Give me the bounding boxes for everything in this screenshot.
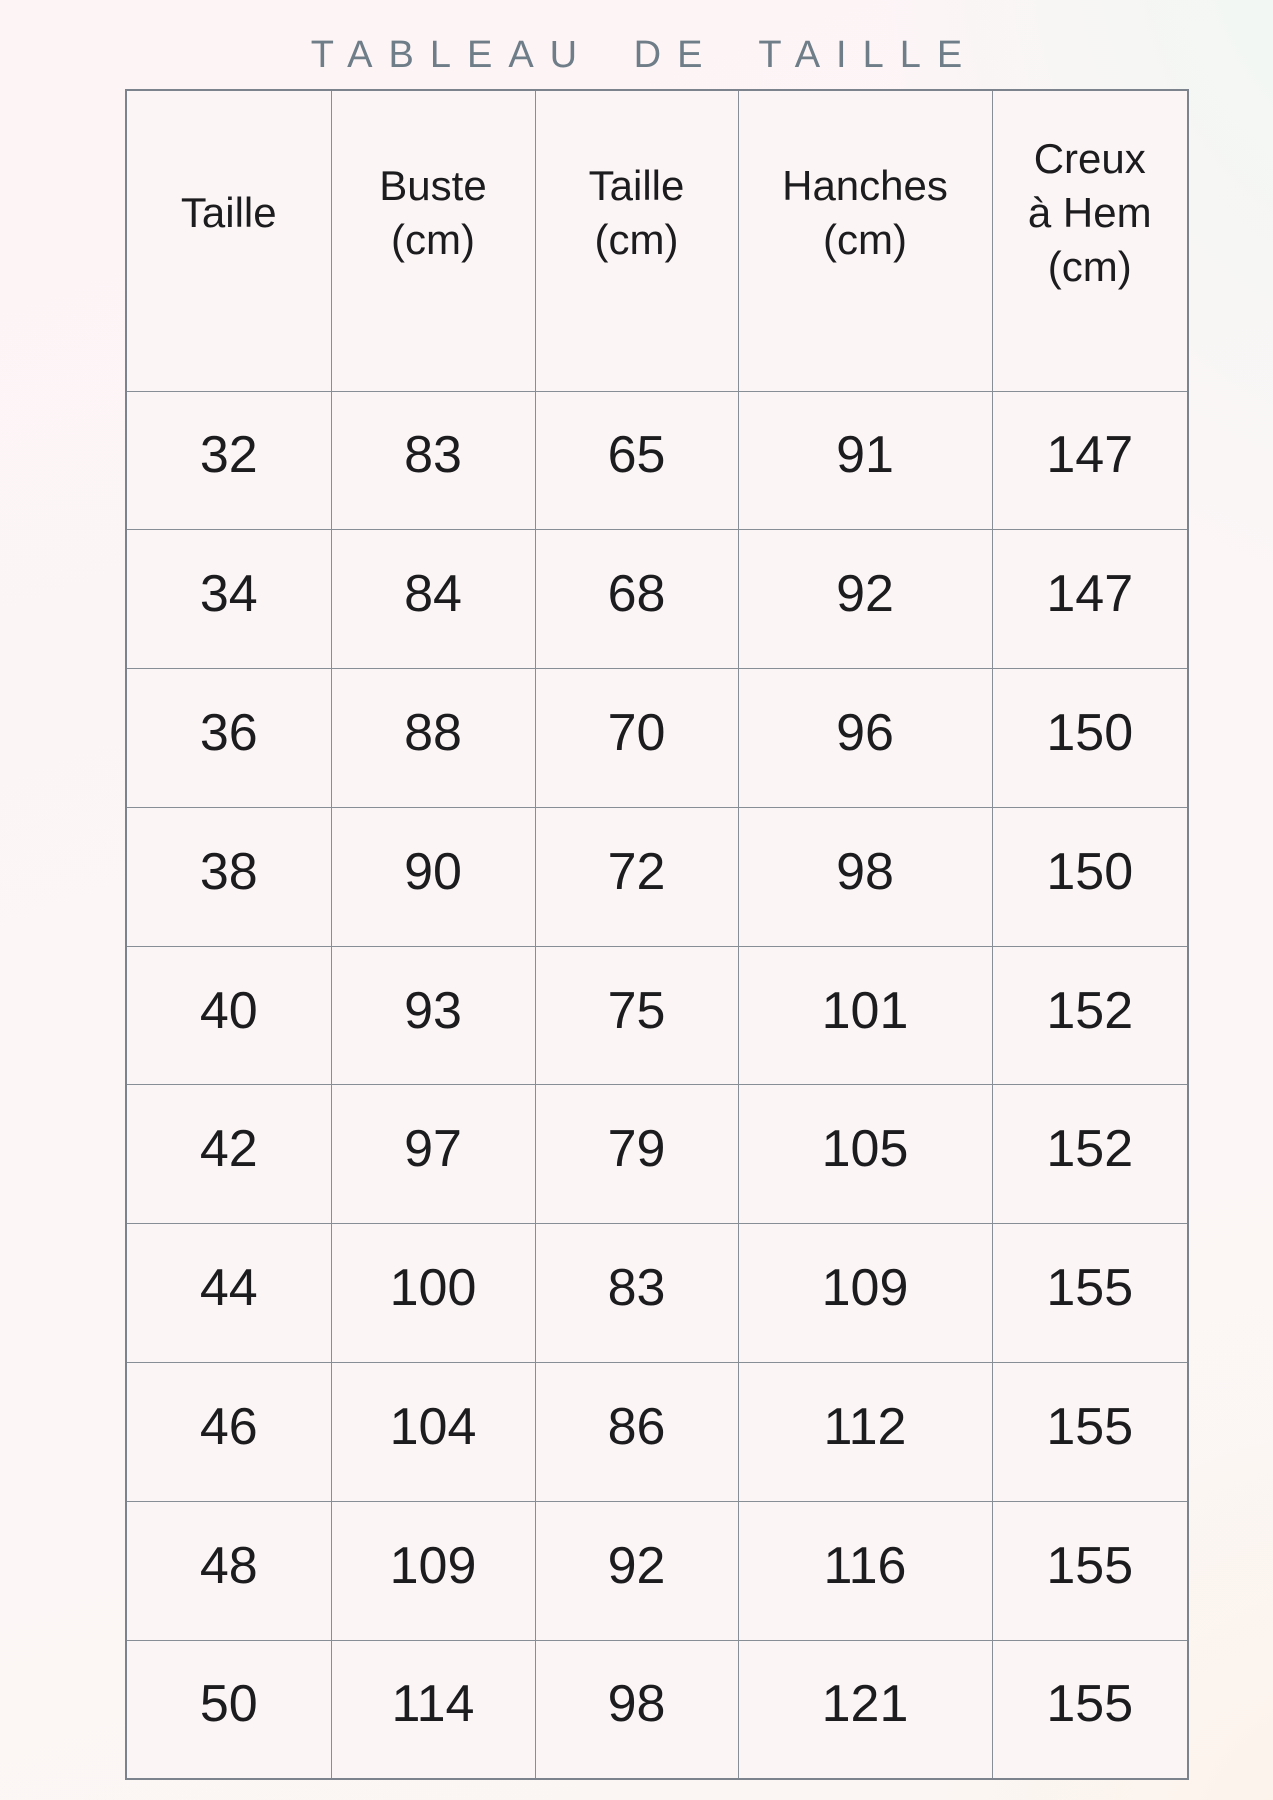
- table-row: [126, 1224, 1188, 1363]
- table-cell-creux-a-hem: 147: [992, 530, 1188, 669]
- table-cell-taille-cm: 92: [535, 1501, 738, 1640]
- header-line: Buste: [379, 161, 487, 209]
- header-row: [126, 90, 1188, 391]
- header-line: (cm): [391, 215, 475, 263]
- table-cell-taille: 48: [126, 1501, 331, 1640]
- table-cell-buste: 100: [331, 1224, 535, 1363]
- table-cell-creux-a-hem: 150: [992, 807, 1188, 946]
- table-cell-hanches: 105: [738, 1085, 992, 1224]
- header-line: Hanches: [782, 161, 948, 209]
- table-row: [126, 1640, 1188, 1779]
- table-cell-taille: 42: [126, 1085, 331, 1224]
- table-cell-buste: 114: [331, 1640, 535, 1779]
- table-cell-taille: 38: [126, 807, 331, 946]
- table-cell-buste: 104: [331, 1363, 535, 1502]
- table-cell-taille: 44: [126, 1224, 331, 1363]
- table-row: [126, 1501, 1188, 1640]
- table-cell-buste: 90: [331, 807, 535, 946]
- table-cell-taille: 36: [126, 669, 331, 808]
- table-cell-buste: 88: [331, 669, 535, 808]
- header-line: Taille: [588, 161, 685, 209]
- size-chart-table: [125, 89, 1189, 1780]
- table-cell-creux-a-hem: 150: [992, 669, 1188, 808]
- table-cell-hanches: 98: [738, 807, 992, 946]
- table-header: [126, 90, 1188, 391]
- table-cell-taille: 34: [126, 530, 331, 669]
- table-cell-hanches: 92: [738, 530, 992, 669]
- table-cell-taille: 50: [126, 1640, 331, 1779]
- table-cell-buste: 83: [331, 391, 535, 530]
- table-cell-taille-cm: 98: [535, 1640, 738, 1779]
- table-row: [126, 1085, 1188, 1224]
- table-body: [126, 391, 1188, 1779]
- table-cell-taille-cm: 68: [535, 530, 738, 669]
- table-cell-creux-a-hem: 155: [992, 1224, 1188, 1363]
- table-cell-hanches: 121: [738, 1640, 992, 1779]
- table-row: [126, 946, 1188, 1085]
- header-line: (cm): [823, 215, 907, 263]
- header-cell-hanches: [738, 90, 992, 391]
- page-title: TABLEAU DE TAILLE: [310, 34, 979, 76]
- table-cell-buste: 84: [331, 530, 535, 669]
- header-cell-taille: [126, 90, 331, 391]
- table-row: [126, 391, 1188, 530]
- table-cell-hanches: 116: [738, 1501, 992, 1640]
- table-cell-hanches: 112: [738, 1363, 992, 1502]
- table-row: [126, 669, 1188, 808]
- table-cell-taille-cm: 65: [535, 391, 738, 530]
- table-cell-taille: 32: [126, 391, 331, 530]
- header-line: (cm): [1047, 242, 1132, 290]
- table-cell-hanches: 101: [738, 946, 992, 1085]
- header-line: Creux: [1033, 134, 1146, 182]
- table-cell-creux-a-hem: 155: [992, 1501, 1188, 1640]
- table-cell-taille-cm: 70: [535, 669, 738, 808]
- table-cell-hanches: 96: [738, 669, 992, 808]
- table-cell-creux-a-hem: 147: [992, 391, 1188, 530]
- table-cell-hanches: 91: [738, 391, 992, 530]
- table-cell-taille-cm: 72: [535, 807, 738, 946]
- table-cell-hanches: 109: [738, 1224, 992, 1363]
- header-cell-creux-a-hem: [992, 90, 1188, 391]
- header-line: Taille: [180, 188, 277, 236]
- table-cell-taille-cm: 86: [535, 1363, 738, 1502]
- header-cell-taille-cm: [535, 90, 738, 391]
- header-cell-buste: [331, 90, 535, 391]
- table-cell-buste: 97: [331, 1085, 535, 1224]
- table-cell-taille-cm: 83: [535, 1224, 738, 1363]
- table-row: [126, 530, 1188, 669]
- table-cell-taille: 46: [126, 1363, 331, 1502]
- table-cell-taille: 40: [126, 946, 331, 1085]
- header-line: (cm): [594, 215, 679, 263]
- table-cell-taille-cm: 75: [535, 946, 738, 1085]
- table-cell-creux-a-hem: 155: [992, 1640, 1188, 1779]
- table-cell-creux-a-hem: 152: [992, 1085, 1188, 1224]
- table-row: [126, 1363, 1188, 1502]
- table-cell-taille-cm: 79: [535, 1085, 738, 1224]
- table-cell-buste: 93: [331, 946, 535, 1085]
- table-row: [126, 807, 1188, 946]
- table-cell-creux-a-hem: 155: [992, 1363, 1188, 1502]
- table-cell-buste: 109: [331, 1501, 535, 1640]
- header-line: à Hem: [1027, 188, 1152, 236]
- table-cell-creux-a-hem: 152: [992, 946, 1188, 1085]
